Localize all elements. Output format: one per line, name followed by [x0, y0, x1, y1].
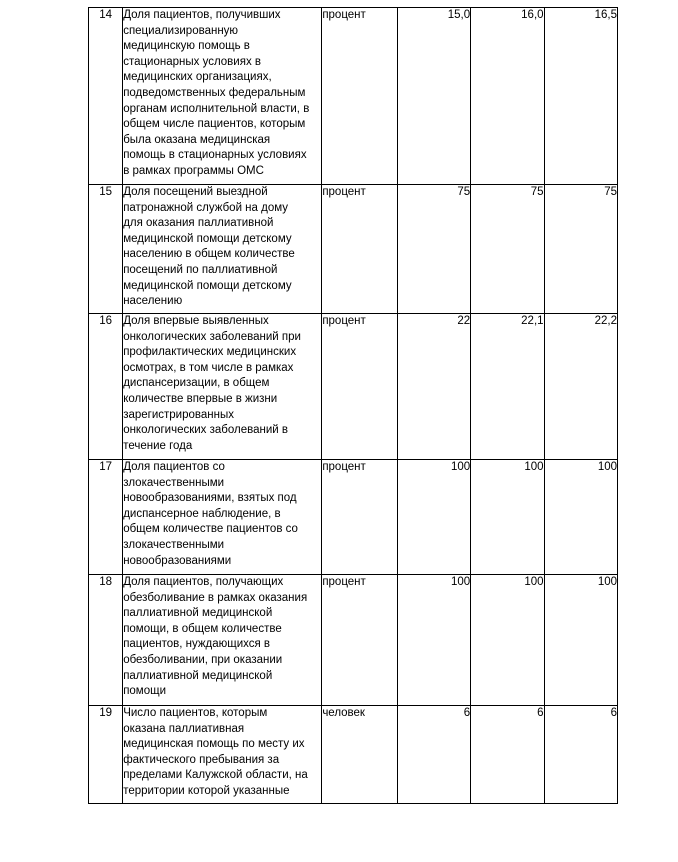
value-year-2: 22,1 [471, 314, 544, 460]
value-year-2: 16,0 [471, 8, 544, 185]
indicator-name-line: территории которой указанные [123, 784, 290, 797]
indicator-name-line: злокачественными [123, 476, 225, 489]
indicator-name-line: Доля пациентов, получающих [123, 576, 284, 588]
table-row [89, 460, 618, 575]
row-number: 19 [89, 706, 123, 804]
indicator-name-line: онкологических заболеваний в [123, 424, 289, 437]
unit-of-measure: процент [322, 185, 397, 314]
indicator-name-line: злокачественными [123, 538, 225, 551]
table-row [89, 185, 618, 314]
unit-of-measure: процент [322, 314, 397, 460]
indicator-name [123, 706, 322, 804]
table-row [89, 706, 618, 804]
value-year-3: 75 [544, 185, 617, 314]
indicator-name-line: паллиативной медицинской [123, 607, 273, 620]
value-year-2: 100 [471, 460, 544, 575]
value-year-2: 6 [471, 706, 544, 804]
indicator-name-line: обезболивании, при оказании [123, 653, 283, 666]
row-number: 18 [89, 575, 123, 706]
value-year-1: 100 [397, 460, 470, 575]
indicator-name-line: новообразованиями, взятых под [123, 492, 297, 505]
indicator-name-line: для оказания паллиативной [123, 217, 274, 230]
indicator-name-line: медицинской помощи детскому [123, 232, 292, 245]
indicator-name-line: паллиативной медицинской [123, 669, 273, 682]
indicator-name-line: была оказана медицинская [123, 133, 271, 146]
indicator-name [123, 575, 322, 706]
indicator-name-line: помощи [123, 685, 166, 698]
indicator-name-line: течение года [123, 439, 193, 452]
value-year-3: 100 [544, 460, 617, 575]
indicator-name-line: населению в общем количестве [123, 248, 295, 261]
row-number: 14 [89, 8, 123, 185]
indicator-name-line: в рамках программы ОМС [123, 164, 264, 177]
indicator-name-line: оказана паллиативная [123, 722, 245, 735]
indicator-name-line: Доля посещений выездной [123, 186, 268, 198]
unit-of-measure: человек [322, 706, 397, 804]
indicator-name-line: специализированную [123, 24, 239, 37]
indicator-name-line: онкологических заболеваний при [123, 330, 301, 343]
indicator-name-line: количестве впервые в жизни [123, 392, 278, 405]
value-year-2: 75 [471, 185, 544, 314]
table-row [89, 8, 618, 185]
indicator-name-line: диспансерное наблюдение, в [123, 507, 281, 520]
value-year-1: 22 [397, 314, 470, 460]
row-number: 15 [89, 185, 123, 314]
indicator-name-line: органам исполнительной власти, в [123, 102, 310, 115]
value-year-3: 16,5 [544, 8, 617, 185]
indicator-name-line: осмотрах, в том числе в рамках [123, 361, 294, 374]
value-year-3: 22,2 [544, 314, 617, 460]
indicator-name [123, 8, 322, 185]
indicator-name-line: Число пациентов, которым [123, 707, 268, 719]
value-year-3: 100 [544, 575, 617, 706]
indicator-name-line: медицинскую помощь в [123, 40, 250, 53]
row-number: 16 [89, 314, 123, 460]
value-year-3: 6 [544, 706, 617, 804]
indicator-name-line: посещений по паллиативной [123, 263, 278, 276]
indicator-name-line: Доля впервые выявленных [123, 315, 269, 327]
value-year-1: 75 [397, 185, 470, 314]
indicator-name-line: Доля пациентов со [123, 461, 225, 473]
indicator-name [123, 185, 322, 314]
indicator-name-line: новообразованиями [123, 554, 232, 567]
indicator-name-line: медицинской помощи детскому [123, 279, 292, 292]
indicator-name-line: медицинских организациях, [123, 71, 272, 84]
indicator-name [123, 460, 322, 575]
indicator-name-line: фактического пребывания за [123, 753, 280, 766]
indicator-name-line: диспансеризации, в общем [123, 377, 270, 390]
unit-of-measure: процент [322, 575, 397, 706]
indicator-name-line: обезболивание в рамках оказания [123, 591, 308, 604]
indicator-name-line: помощи, в общем количестве [123, 622, 282, 635]
indicator-name-line: медицинская помощь по месту их [123, 738, 305, 751]
indicator-name-line: общем количестве пациентов со [123, 523, 298, 536]
value-year-1: 6 [397, 706, 470, 804]
unit-of-measure: процент [322, 8, 397, 185]
indicator-name-line: населению [123, 295, 183, 308]
unit-of-measure: процент [322, 460, 397, 575]
row-number: 17 [89, 460, 123, 575]
value-year-2: 100 [471, 575, 544, 706]
indicator-name [123, 314, 322, 460]
indicator-name-line: Доля пациентов, получивших [123, 9, 281, 21]
indicator-name-line: пределами Калужской области, на [123, 769, 308, 782]
value-year-1: 100 [397, 575, 470, 706]
indicator-name-line: помощь в стационарных условиях [123, 149, 307, 162]
indicator-name-line: стационарных условиях в [123, 55, 262, 68]
indicator-name-line: подведомственных федеральным [123, 86, 306, 99]
indicator-name-line: патронажной службой на дому [123, 201, 289, 214]
indicator-name-line: пациентов, нуждающихся в [123, 638, 271, 651]
table-row [89, 314, 618, 460]
value-year-1: 15,0 [397, 8, 470, 185]
indicators-table [88, 7, 618, 804]
indicator-name-line: профилактических медицинских [123, 346, 297, 359]
table-row [89, 575, 618, 706]
indicator-name-line: общем числе пациентов, которым [123, 118, 306, 131]
indicator-name-line: зарегистрированных [123, 408, 234, 421]
